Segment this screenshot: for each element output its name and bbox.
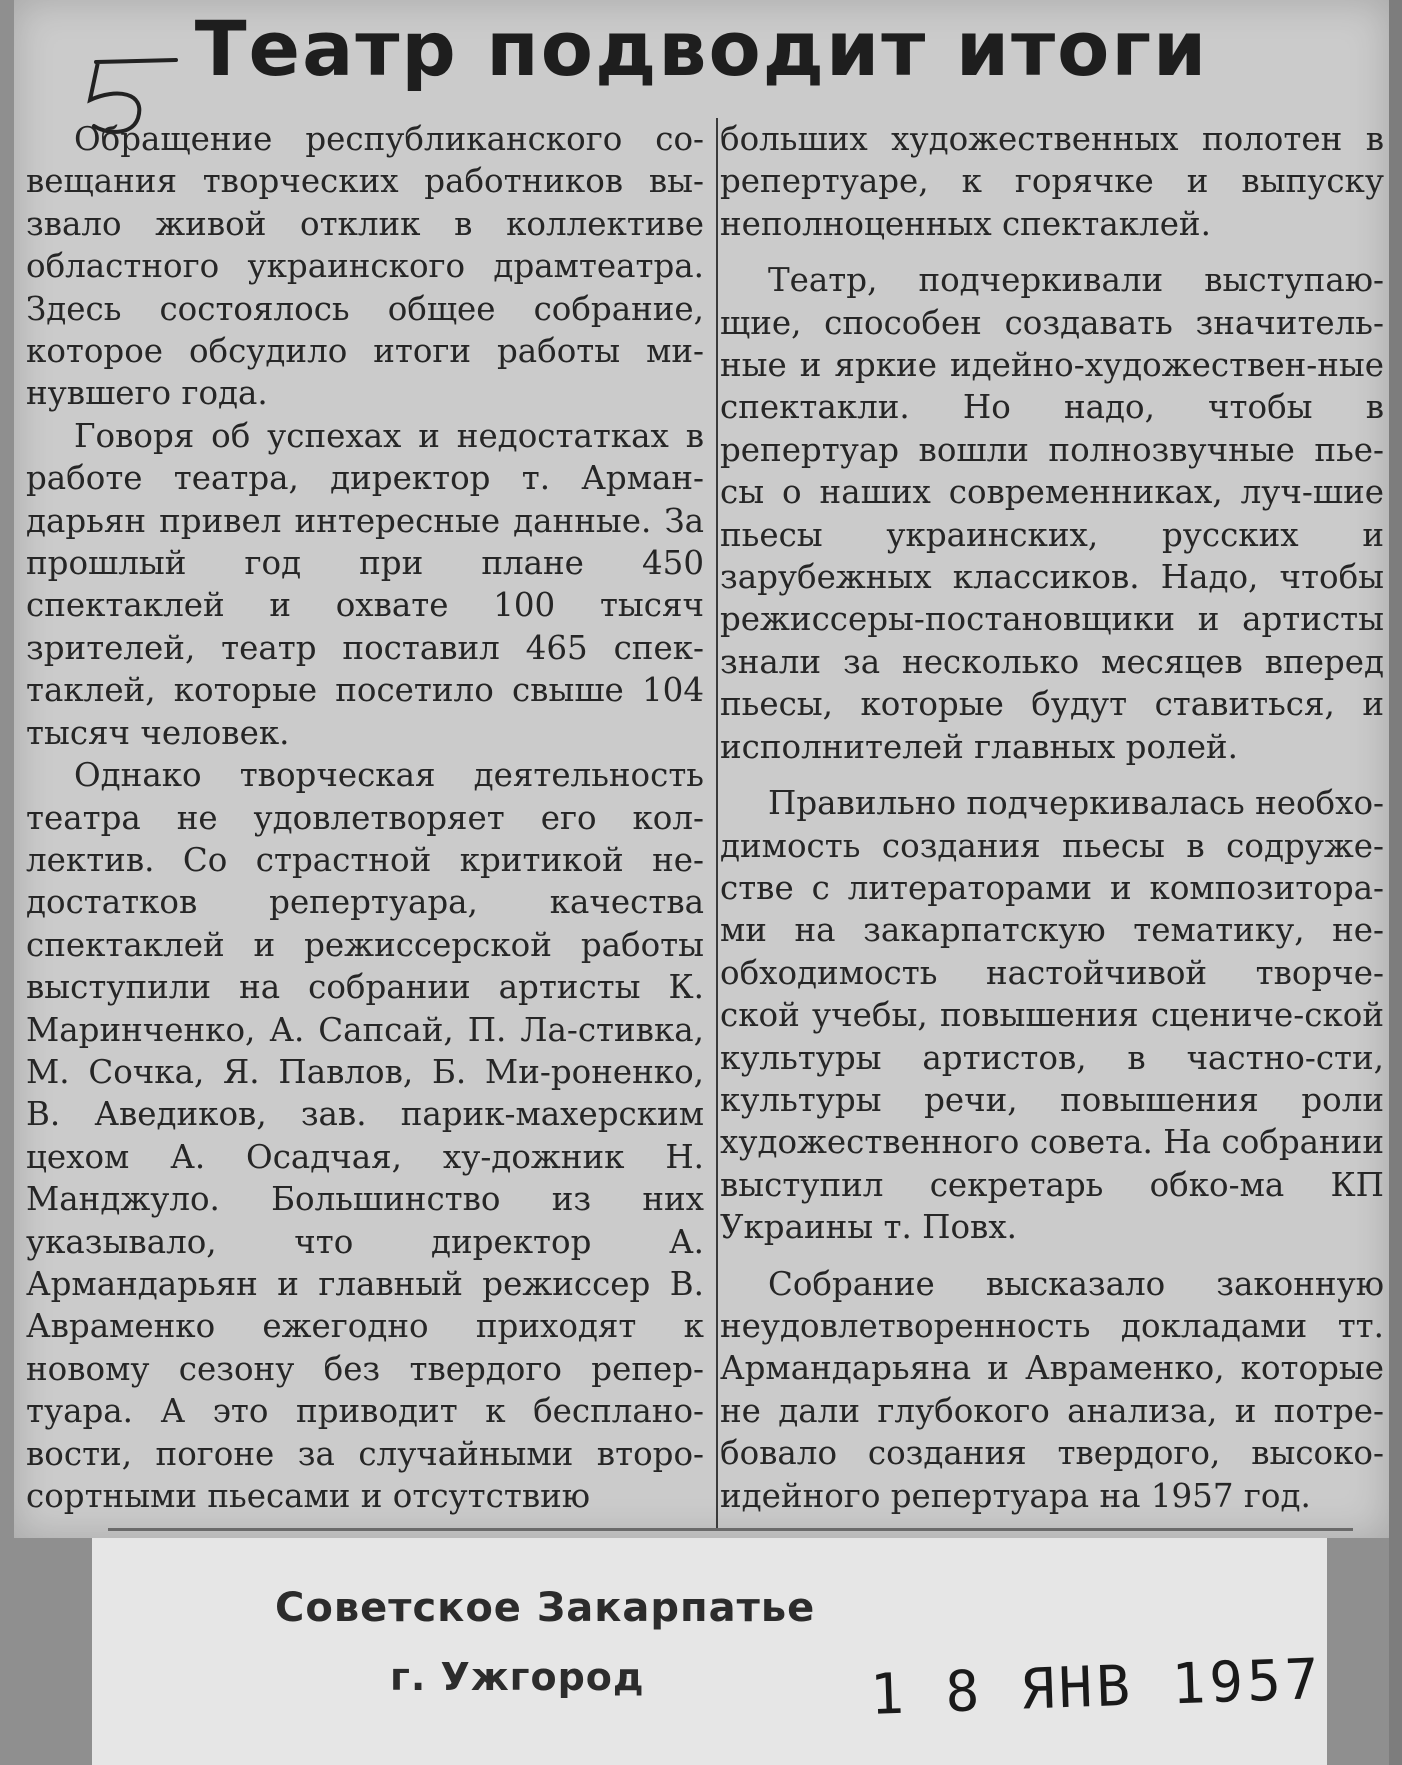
paragraph: Обращение республиканского со-вещания творческих работников вы-звало живой отклик в коллективе областного украинского драмтеатра. Здесь состоялось общее собрание, которое обсудило итоги работы ми-нувшего года. (26, 120, 704, 413)
paragraph: Говоря об успехах и недостатках в работе театра, директор т. Арман-дарьян привел интересные данные. За прошлый год при плане 450 спектаклей и охвате 100 тысяч зрителей, театр поставил 465 спек-таклей, которые посетило свыше 104 тысяч человек. (26, 416, 704, 752)
left-column (26, 118, 704, 1517)
paragraph: Театр, подчеркивали выступаю-щие, способен создавать значитель-ные и яркие идейно-художествен-ные спектакли. Но надо, чтобы в репертуар вошли полнозвучные пье-сы о наших современниках, луч-шие пьесы украинских, русских и зарубежных классиков. Надо, чтобы режиссеры-постановщики и артисты знали за несколько месяцев вперед пьесы, которые будут ставиться, и исполнителей главных ролей. (720, 261, 1384, 766)
paragraph: больших художественных полотен в репертуаре, к горячке и выпуску неполноценных спектаклей. (720, 120, 1384, 243)
newspaper-name: Советское Закарпатье (275, 1585, 816, 1631)
paragraph: Собрание высказало законную неудовлетворенность докладами тт. Армандарьяна и Авраменко, которые не дали глубокого анализа, и потре-бовало создания твердого, высоко-идейного репертуара на 1957 год. (720, 1264, 1384, 1515)
column-divider (716, 118, 718, 1528)
bottom-rule (108, 1528, 1353, 1531)
right-column (720, 118, 1384, 1531)
scan-edge (1389, 0, 1402, 1765)
newspaper-city: г. Ужгород (390, 1655, 645, 1699)
newspaper-clipping (14, 0, 1389, 1538)
source-card (92, 1538, 1327, 1765)
date-stamp: 1 8 ЯНВ 1957 (869, 1647, 1324, 1728)
paragraph: Однако творческая деятельность театра не удовлетворяет его кол-лектив. Со страстной критикой не-достатков репертуара, качества спектаклей и режиссерской работы выступили на собрании артисты К. Маринченко, А. Сапсай, П. Ла-стивка, М. Сочка, Я. Павлов, Б. Ми-роненко, В. Аведиков, зав. парик-махерским цехом А. Осадчая, ху-дожник Н. Манджуло. Большинство из них указывало, что директор А. Армандарьян и главный режиссер В. Авраменко ежегодно приходят к новому сезону без твердого репер-туара. А это приводит к бесплано-вости, погоне за случайными второ-сортными пьесами и отсутствию (26, 756, 704, 1515)
article-title: Театр подводит итоги (194, 4, 1209, 93)
paragraph: Правильно подчеркивалась необхо-димость создания пьесы в содруже-стве с литераторами и композитора-ми на закарпатскую тематику, не-обходимость настойчивой творче-ской учебы, повышения сцениче-ской культуры артистов, в частно-сти, культуры речи, повышения роли художественного совета. На собрании выступил секретарь обко-ма КП Украины т. Повх. (720, 784, 1384, 1247)
